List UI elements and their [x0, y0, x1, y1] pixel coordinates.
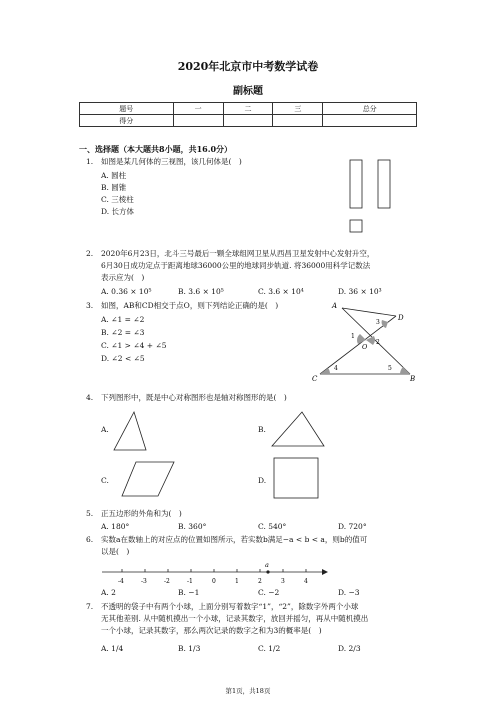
intersecting-lines-figure: [310, 298, 420, 382]
tick-label: -2: [164, 578, 170, 585]
option-b: B.: [258, 425, 266, 434]
option-a: A. 圆柱: [101, 171, 127, 180]
score-cell: [223, 115, 273, 127]
question-text-line: 不透明的袋子中有两个小球，上面分别写着数字“1”，“2”，除数字外两个小球: [101, 602, 359, 611]
question-number: 1.: [86, 157, 94, 166]
number-line-ticks: [122, 569, 306, 572]
option-a: A. 1/4: [101, 644, 124, 653]
point-a-dot: [266, 570, 269, 573]
score-table-header-row: [80, 103, 417, 115]
tick-label: 2: [258, 578, 262, 585]
option-a-triangle-figure: [112, 410, 148, 454]
question-text-line: 实数a在数轴上的对应点的位置如图所示，若实数b满足−a < b < a，则b的值可: [101, 535, 368, 544]
option-a: A.: [101, 425, 109, 434]
score-header-cell: 二: [223, 103, 273, 115]
section-heading: 一、选择题（本大题共8小题，共16.0分）: [79, 144, 233, 154]
option-c: C. ∠1 > ∠4 + ∠5: [101, 341, 167, 350]
tick-label: -4: [118, 578, 124, 585]
score-header-cell: 题号: [80, 103, 174, 115]
option-a: A. 0.36 × 10⁵: [101, 287, 152, 296]
number-line-arrow: [322, 569, 328, 575]
option-b: B. 3.6 × 10⁵: [178, 287, 224, 296]
front-view-rect: [350, 160, 362, 208]
score-cell: [273, 115, 323, 127]
question-text: 下列图形中，既是中心对称图形也是轴对称图形的是( ): [101, 393, 287, 402]
option-d: D.: [258, 476, 267, 485]
option-b: B. 1/3: [178, 644, 201, 653]
score-header-cell: 总分: [323, 103, 417, 115]
angle-5-shade: [400, 367, 410, 374]
option-c: C. 三棱柱: [101, 195, 134, 204]
question-number: 3.: [86, 301, 94, 310]
question-text-line: 2020年6月23日，北斗三号最后一颗全球组网卫星从西昌卫星发射中心发射升空，: [101, 249, 375, 258]
tick-label: 4: [304, 578, 308, 585]
segment-ad: [342, 308, 396, 316]
top-view-rect: [350, 220, 362, 232]
label-4: 4: [334, 365, 338, 372]
number-line-figure: [100, 558, 330, 588]
option-b: B. ∠2 = ∠3: [101, 328, 145, 337]
score-table-row: [80, 115, 417, 127]
angle-4-shade: [320, 368, 330, 374]
question-text-line: 一个小球，记录其数字，那么两次记录的数字之和为3的概率是( ): [101, 626, 322, 635]
option-c-parallelogram-figure: [120, 460, 176, 500]
score-header-cell: 三: [273, 103, 323, 115]
question-text-line: 表示应为( ): [101, 273, 145, 282]
option-d: D. 720°: [338, 522, 367, 531]
option-c: C.: [101, 476, 109, 485]
label-1: 1: [351, 333, 355, 340]
parallelogram-shape: [122, 462, 174, 496]
option-b-obtuse-triangle-figure: [270, 410, 326, 450]
score-table: [79, 102, 417, 127]
question-text-line: 无其他差别. 从中随机摸出一个小球，记录其数字，放回并摇匀，再从中随机摸出: [101, 614, 369, 623]
label-d: D: [398, 314, 404, 322]
option-c: C. 1/2: [258, 644, 281, 653]
question-text: 正五边形的外角和为( ): [101, 509, 182, 518]
point-a-label: a: [265, 561, 269, 569]
tick-label: 1: [235, 578, 239, 585]
option-d: D. 长方体: [101, 207, 135, 216]
label-o: O: [362, 343, 368, 351]
option-b: B. 圆锥: [101, 183, 127, 192]
option-d: D. 2/3: [338, 644, 361, 653]
side-view-rect: [378, 160, 390, 208]
page-footer: 第1页，共18页: [225, 687, 271, 695]
question-number: 5.: [86, 509, 94, 518]
score-cell: [323, 115, 417, 127]
question-number: 2.: [86, 249, 94, 258]
tick-label: 0: [212, 578, 216, 585]
triangle-shape: [114, 412, 146, 450]
option-d: D. ∠2 < ∠5: [101, 354, 145, 363]
option-b: B. 360°: [178, 522, 207, 531]
option-b: B. −1: [178, 588, 200, 597]
question-text: 如图是某几何体的三视图，该几何体是( ): [101, 157, 242, 166]
label-2: 2: [376, 339, 380, 346]
question-number: 4.: [86, 393, 94, 402]
label-c: C: [312, 375, 318, 382]
option-c: C. 540°: [258, 522, 287, 531]
option-a: A. 2: [101, 588, 116, 597]
option-d: D. −3: [338, 588, 360, 597]
square-shape: [274, 458, 318, 498]
label-3: 3: [376, 319, 380, 326]
label-b: B: [410, 375, 416, 382]
tick-label: -3: [141, 578, 147, 585]
question-text-line: 6月30日成功定点于距离地球36000公里的地球同步轨道. 将36000用科学记数法: [101, 261, 371, 270]
question-number: 7.: [86, 602, 94, 611]
question-text: 如图，AB和CD相交于点O，则下列结论正确的是( ): [101, 301, 279, 310]
score-row-label: 得分: [80, 115, 174, 127]
label-a: A: [332, 302, 338, 310]
score-header-cell: 一: [173, 103, 223, 115]
option-c: C. −2: [258, 588, 280, 597]
question-text-line: 以是( ): [101, 547, 130, 556]
option-d: D. 36 × 10³: [338, 287, 382, 296]
tick-label: 3: [281, 578, 285, 585]
three-view-figure: [348, 158, 408, 238]
option-c: C. 3.6 × 10⁴: [258, 287, 304, 296]
score-cell: [173, 115, 223, 127]
option-d-square-figure: [272, 456, 322, 502]
question-number: 6.: [86, 535, 94, 544]
option-a: A. 180°: [101, 522, 130, 531]
label-5: 5: [388, 365, 392, 372]
option-a: A. ∠1 = ∠2: [101, 315, 145, 324]
page-title: 2020年北京市中考数学试卷: [177, 60, 319, 73]
page-subtitle: 副标题: [233, 86, 263, 97]
obtuse-triangle-shape: [272, 412, 324, 446]
angle-3-shade: [382, 320, 388, 328]
tick-label: -1: [187, 578, 193, 585]
